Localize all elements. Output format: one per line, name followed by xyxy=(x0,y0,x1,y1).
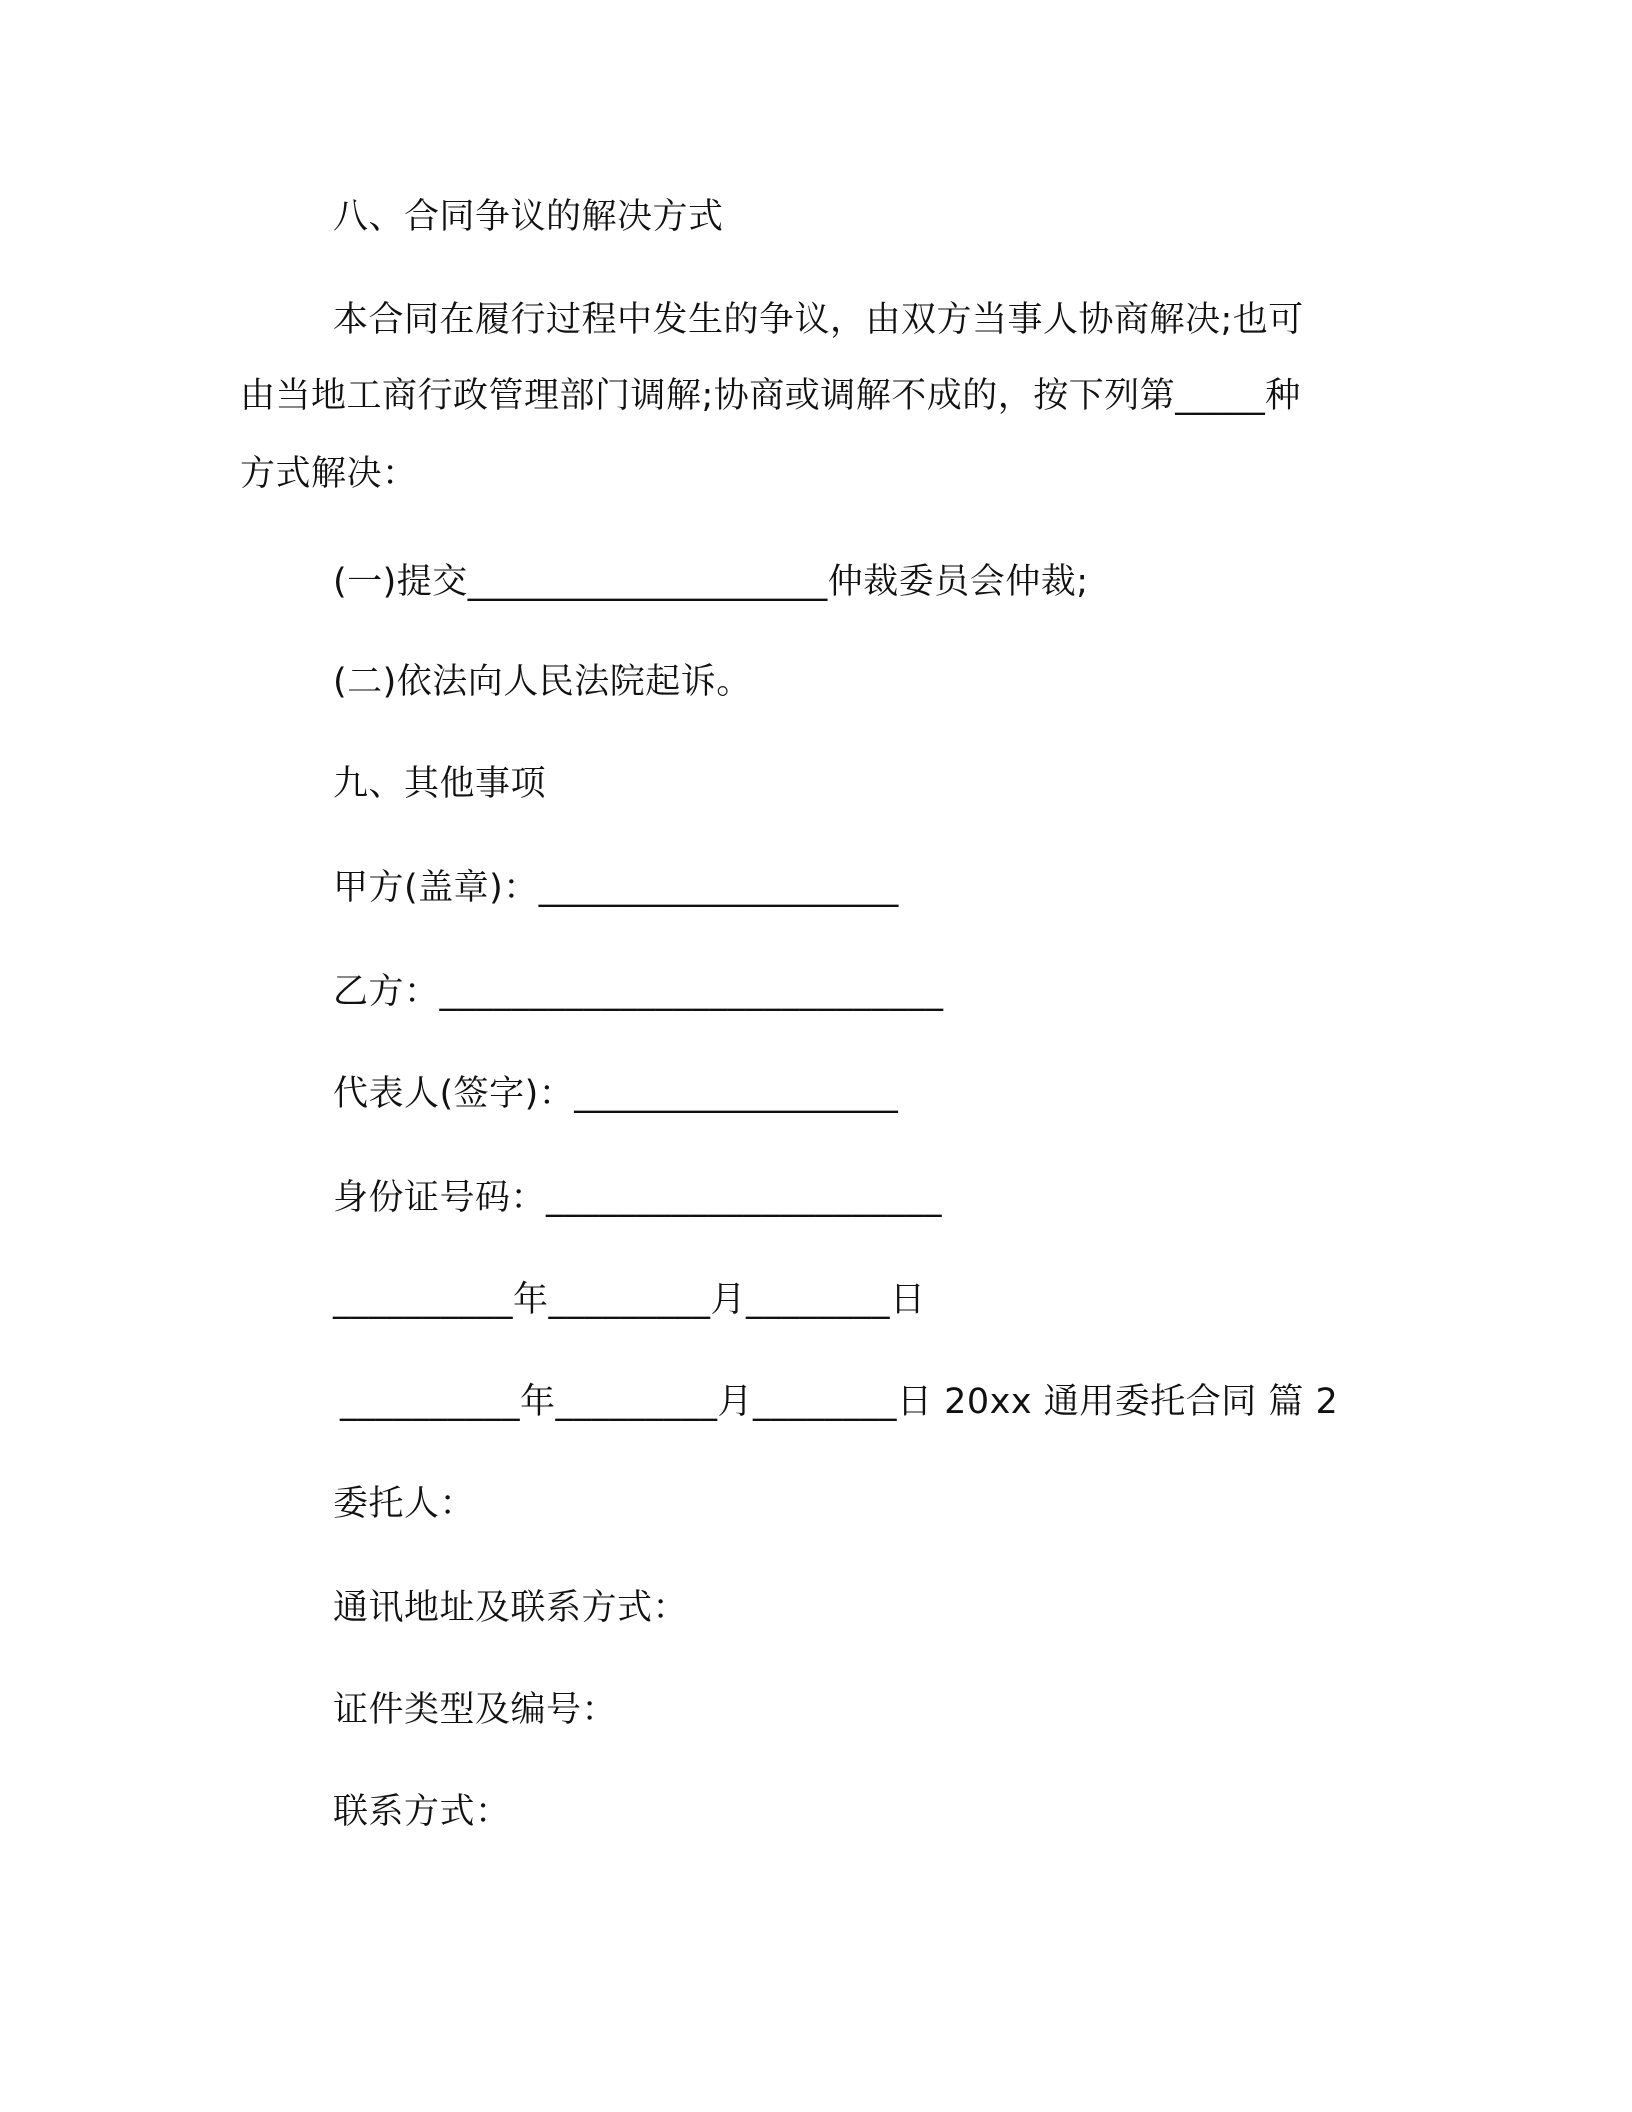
principal-label: 委托人： xyxy=(333,1484,476,1524)
section-8-paragraph-line-2: 由当地工商行政管理部门调解;协商或调解不成的，按下列第_____种 xyxy=(240,376,1301,416)
dispute-option-arbitration: (一)提交____________________仲裁委员会仲裁; xyxy=(333,562,1089,602)
section-8-heading: 八、合同争议的解决方式 xyxy=(333,197,724,237)
contact-method-label: 联系方式： xyxy=(333,1792,511,1832)
section-8-paragraph-line-3: 方式解决： xyxy=(240,454,418,494)
date-line-1: __________年_________月________日 xyxy=(333,1280,926,1320)
section-8-paragraph-line-1: 本合同在履行过程中发生的争议，由双方当事人协商解决;也可 xyxy=(333,300,1304,340)
id-number-line: 身份证号码：______________________ xyxy=(333,1178,943,1218)
dispute-option-litigation: (二)依法向人民法院起诉。 xyxy=(333,662,752,702)
party-b-line: 乙方：____________________________ xyxy=(333,972,944,1012)
representative-signature-line: 代表人(签字)：__________________ xyxy=(333,1074,899,1114)
date-line-2-with-title: __________年_________月________日 20xx 通用委托合同 篇 2 xyxy=(340,1382,1339,1422)
address-contact-label: 通讯地址及联系方式： xyxy=(333,1588,689,1628)
section-9-heading: 九、其他事项 xyxy=(333,764,547,804)
party-a-seal-line: 甲方(盖章)：____________________ xyxy=(333,868,899,908)
id-type-number-label: 证件类型及编号： xyxy=(333,1690,618,1730)
